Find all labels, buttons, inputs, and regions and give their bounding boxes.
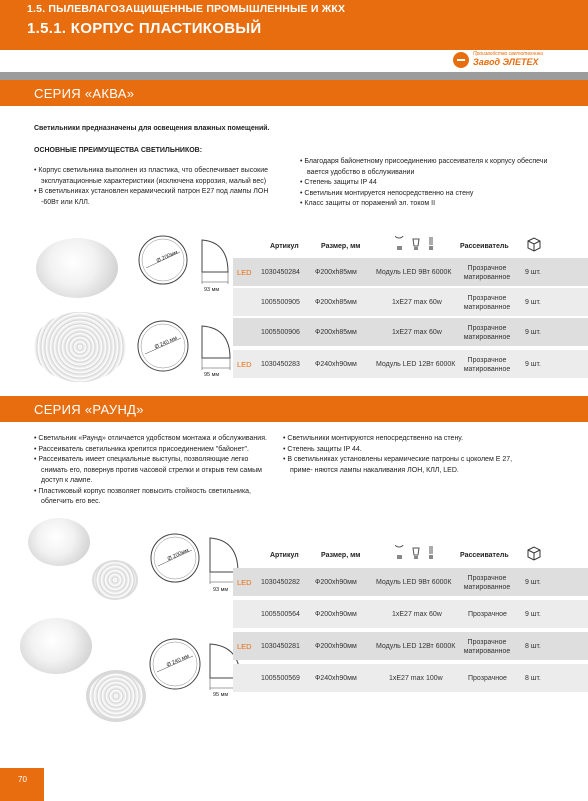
row-article: 1030450281 [261,643,300,650]
bullet-item: • Благодаря байонетному присоединению рассеивателя к корпусу обеспечи вается удобство в обслуживании [300,158,548,176]
row-article: 1005500569 [261,675,300,682]
row-size: Ф240хh90мм [315,675,357,682]
row-article: 1005500564 [261,611,300,618]
row-diffuser: Прозрачное [468,611,507,618]
row-article: 1030450282 [261,579,300,586]
table-row [233,288,588,316]
aqua-col-diffuser: Рассеиватель [460,243,509,250]
table-row [233,350,588,378]
aqua-dim-height-1: 93 мм [204,287,220,293]
round-dim-diameter-1: Ø 200мм [166,547,190,563]
row-qty: 9 шт. [525,361,541,368]
aqua-left-bullets [34,166,284,208]
row-diffuser: Прозрачное матированное [463,575,511,591]
page-number-box [0,768,44,801]
bullet-item: • Светильники монтируются непосредственно на стену. [283,435,464,442]
aqua-col-article: Артикул [270,243,299,250]
row-qty: 9 шт. [525,611,541,618]
row-diffuser: Прозрачное матированное [463,295,511,311]
round-lamp-photo-4 [86,670,146,722]
row-article: 1005500906 [261,329,300,336]
row-article: 1030450284 [261,269,300,276]
led-badge: LED [237,268,252,277]
lamp-types-icon [395,545,440,561]
page-header [0,0,588,50]
round-col-article: Артикул [270,552,299,559]
row-qty: 9 шт. [525,329,541,336]
round-lamp-photo-1 [28,518,90,566]
row-lamp: Модуль LED 12Вт 6000К [376,361,456,368]
row-qty: 9 шт. [525,269,541,276]
lamp-types-icon [395,236,440,252]
logo-name: Завод ЭЛЕТЕХ [473,57,539,67]
round-col-diffuser: Рассеиватель [460,552,509,559]
series-round-title: СЕРИЯ «РАУНД» [34,402,144,417]
bullet-item: • Степень защиты IP 44 [300,179,377,186]
bullet-item: • Светильник монтируется непосредственно на стену [300,189,474,197]
logo-icon [453,52,469,68]
round-lamp-photo-3 [20,618,92,674]
aqua-drawing-2 [136,318,236,380]
round-right-bullets [283,434,533,476]
aqua-lamp-photo-1 [36,238,118,298]
aqua-dim-diameter-2: Ø 240 мм [153,335,179,351]
bullet-item: • Степень защиты IP 44. [283,445,362,453]
section-title: 1.5. ПЫЛЕВЛАГОЗАЩИЩЕННЫЕ ПРОМЫШЛЕННЫЕ И ЖКХ [27,3,346,15]
series-round-bar [0,396,588,422]
package-icon [526,236,542,252]
company-logo [453,50,573,72]
row-article: 1030450283 [261,361,300,368]
led-badge: LED [237,578,252,587]
row-diffuser: Прозрачное матированное [463,357,511,373]
aqua-dim-height-2: 95 мм [204,372,220,378]
row-size: Ф200хh85мм [315,269,357,276]
row-lamp: 1хЕ27 max 100w [389,675,443,682]
divider-band [0,72,588,80]
aqua-col-size: Размер, мм [321,243,361,250]
round-dim-diameter-2: Ø 240 мм [165,653,191,669]
row-lamp: 1хЕ27 max 60w [392,611,442,618]
table-row [233,600,588,628]
logo-tagline: Производство светотехники [473,51,544,57]
page-number: 70 [18,775,27,784]
series-aqua-title: СЕРИЯ «АКВА» [34,86,135,101]
table-row [233,664,588,692]
row-diffuser: Прозрачное [468,675,507,682]
bullet-item: • Рассеиватель светильника крепится присоединением "байонет". [34,445,249,453]
table-row [233,568,588,596]
row-qty: 8 шт. [525,675,541,682]
row-diffuser: Прозрачное матированное [463,265,511,281]
row-lamp: 1хЕ27 max 60w [392,329,442,336]
row-size: Ф240хh90мм [315,361,357,368]
led-badge: LED [237,360,252,369]
round-lamp-photo-2 [92,560,138,600]
row-size: Ф200хh85мм [315,299,357,306]
bullet-item: • В светильниках установлен керамический патрон Е27 под лампы ЛОН -60Вт или КЛЛ. [34,188,269,206]
aqua-drawing-1 [136,232,236,294]
round-dim-height-1: 93 мм [213,587,229,593]
row-size: Ф200хh85мм [315,329,357,336]
round-dim-height-2: 95 мм [213,692,229,698]
aqua-dim-diameter-1: Ø 200мм [155,249,179,265]
round-left-bullets [34,434,274,508]
series-aqua-bar [0,80,588,106]
bullet-item: • Корпус светильника выполнен из пластика, что обеспечивает высокие эксплуатационные характеристики (исключена коррозия, малый вес) [34,167,269,185]
row-lamp: Модуль LED 9Вт 6000К [376,579,452,586]
row-size: Ф200хh90мм [315,611,357,618]
aqua-right-bullets [300,157,550,210]
row-lamp: Модуль LED 9Вт 6000К [376,269,452,276]
aqua-advantages-title: ОСНОВНЫЕ ПРЕИМУЩЕСТВА СВЕТИЛЬНИКОВ: [34,147,203,154]
bullet-item: • В светильниках установлены керамические патроны с цоколем Е 27, приме- няются лампы накаливания ЛОН, КЛЛ, LED. [283,456,513,474]
table-row [233,258,588,286]
bullet-item: • Рассеиватель имеет специальные выступы, позволяющие легко снимать его, повернув против часовой стрелки и открыв тем самым доступ к лампе. [34,456,262,484]
row-qty: 9 шт. [525,299,541,306]
bullet-item: • Светильник «Раунд» отличается удобством монтажа и обслуживания. [34,435,267,442]
subsection-title: 1.5.1. КОРПУС ПЛАСТИКОВЫЙ [27,20,262,37]
package-icon [526,545,542,561]
table-row [233,632,588,660]
aqua-intro: Светильники предназначены для освещения влажных помещений. [34,125,270,132]
row-article: 1005500905 [261,299,300,306]
row-qty: 9 шт. [525,579,541,586]
bullet-item: • Класс защиты от поражений эл. током II [300,200,436,207]
led-badge: LED [237,642,252,651]
row-lamp: Модуль LED 12Вт 6000К [376,643,456,650]
table-row [233,318,588,346]
row-size: Ф200хh90мм [315,643,357,650]
bullet-item: • Пластиковый корпус позволяет повысить стойкость светильника, облегчить его вес. [34,487,252,505]
aqua-lamp-photo-2 [34,312,126,382]
row-diffuser: Прозрачное матированное [463,639,511,655]
row-size: Ф200хh90мм [315,579,357,586]
row-lamp: 1хЕ27 max 60w [392,299,442,306]
row-qty: 8 шт. [525,643,541,650]
row-diffuser: Прозрачное матированное [463,325,511,341]
round-col-size: Размер, мм [321,552,361,559]
